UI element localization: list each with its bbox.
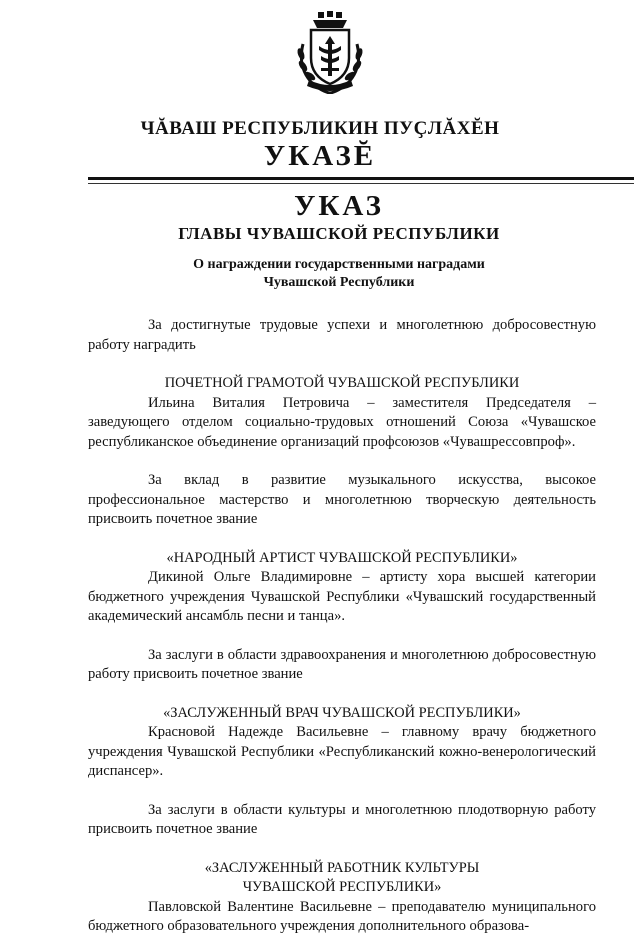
recipient-3: Красновой Надежде Васильевне – главному врачу бюджетного учреждения Чувашской Республики «Республиканский кожно-венерологический диспансер». [88, 724, 596, 779]
award-title-3: «ЗАСЛУЖЕННЫЙ ВРАЧ ЧУВАШСКОЙ РЕСПУБЛИКИ» [163, 704, 521, 721]
award-title-4-line-2: ЧУВАШСКОЙ РЕСПУБЛИКИ» [242, 879, 442, 895]
russian-subtitle: ГЛАВЫ ЧУВАШСКОЙ РЕСПУБЛИКИ [178, 224, 500, 243]
chuvash-title: УКАЗĔ [263, 140, 377, 172]
chuvash-header-line: ЧĂВАШ РЕСПУБЛИКИН ПУҪЛĂХĔН [140, 118, 500, 139]
recipient-2: Дикиной Ольге Владимировне – артисту хора высшей категории бюджетного учреждения Чувашской Республики «Чувашский государственный академический ансамбль песни и танца». [88, 569, 596, 624]
award-title-4-line-1: «ЗАСЛУЖЕННЫЙ РАБОТНИК КУЛЬТУРЫ [204, 859, 480, 876]
subject-line-1: О награждении государственными наградами [193, 257, 485, 272]
paragraph-intro-3: За заслуги в области здравоохранения и многолетнюю добросовестную работу присвоить почетное звание [88, 646, 596, 682]
coat-of-arms-emblem [291, 10, 369, 94]
russian-title: УКАЗ [294, 190, 384, 222]
header-divider-thick [88, 177, 634, 180]
decree-subject [0, 256, 640, 292]
award-title-2: «НАРОДНЫЙ АРТИСТ ЧУВАШСКОЙ РЕСПУБЛИКИ» [166, 549, 518, 566]
paragraph-intro-4: За заслуги в области культуры и многолетнюю плодотворную работу присвоить почетное звание [88, 801, 596, 837]
paragraph-intro-2: За вклад в развитие музыкального искусства, высокое профессиональное мастерство и многолетнюю творческую деятельность присвоить почетное звание [88, 472, 596, 527]
recipient-4: Павловской Валентине Васильевне – преподавателю муниципального бюджетного образовательного учреждения дополнительного образова- [88, 898, 596, 934]
header-divider-thin [88, 183, 634, 184]
recipient-1: Ильина Виталия Петровича – заместителя Председателя – заведующего отделом социально-трудовых отношений Союза «Чувашское республиканское объединение организаций профсоюзов «Чувашрессовпроф». [88, 394, 596, 450]
decree-body [88, 316, 596, 937]
subject-line-2: Чувашской Республики [263, 275, 415, 290]
award-title-1: ПОЧЕТНОЙ ГРАМОТОЙ ЧУВАШСКОЙ РЕСПУБЛИКИ [164, 375, 520, 391]
paragraph-intro-1: За достигнутые трудовые успехи и многолетнюю добросовестную работу наградить [88, 317, 596, 353]
